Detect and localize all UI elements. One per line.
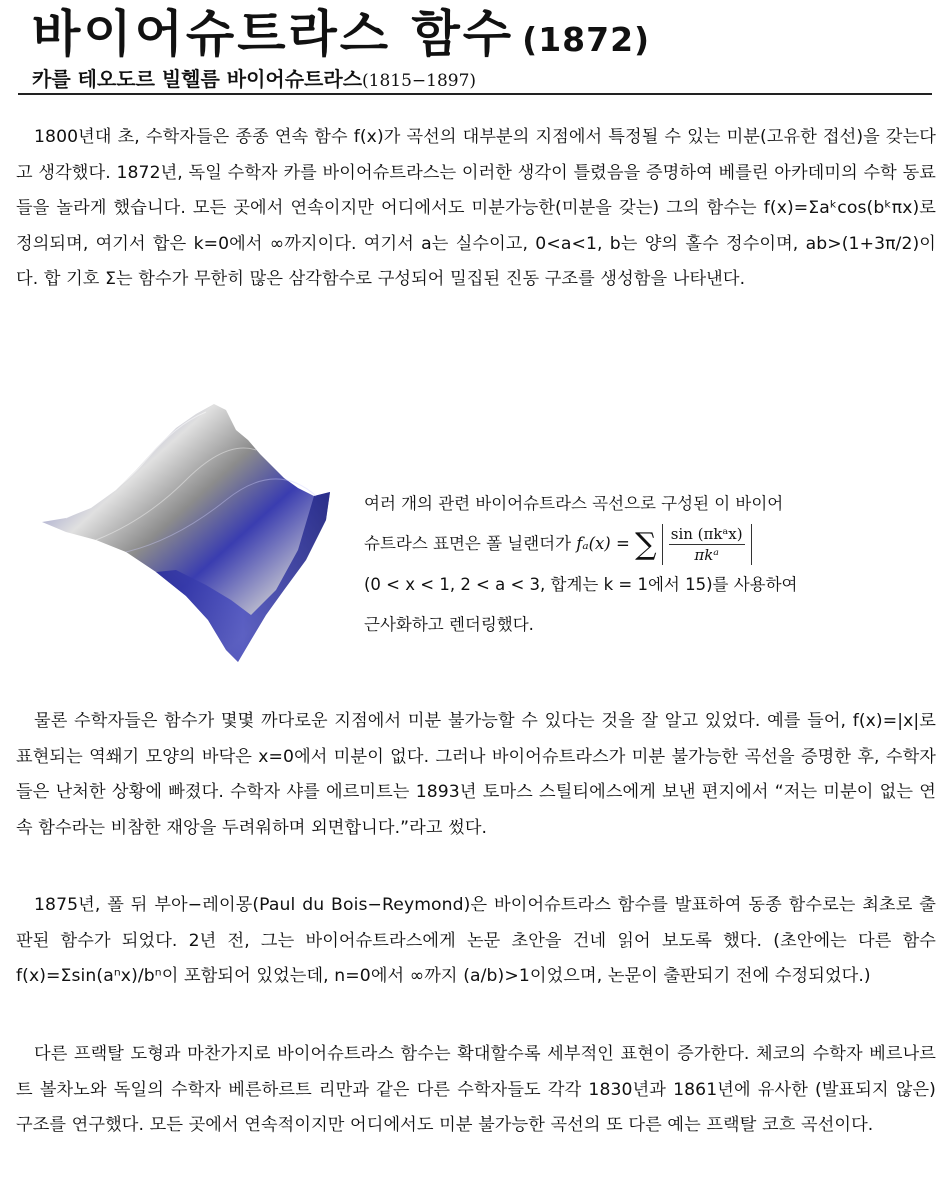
sigma-symbol: ∑: [635, 527, 657, 562]
caption-fraction: [662, 524, 752, 565]
caption-line-1: 여러 개의 관련 바이어슈트라스 곡선으로 구성된 이 바이어: [364, 494, 784, 513]
paragraph-du-bois-reymond: 1875년, 폴 뒤 부아−레이몽(Paul du Bois−Reymond)은 바이어슈트라스 함수를 발표하여 동종 함수로는 최초로 출판된 함수가 되었다. 2년 전, 그는 바이어슈트라스에게 논문 초안을 건네 읽어 보도록 했다. (초안에는 다른 함수 f(x)=Σsin(aⁿx)/bⁿ이 포함되어 있었는데, n=0에서 ∞까지 (a/b)>1이었으며, 논문이 출판되기 전에 수정되었다.): [16, 895, 936, 986]
caption-line-2-text: 슈트라스 표면은 폴 닐랜더가: [364, 534, 572, 553]
subtitle-years: (1815−1897): [362, 71, 477, 91]
page-subtitle: [32, 66, 476, 94]
fraction-denominator: πkᵃ: [694, 546, 719, 564]
paragraph-fractal: 다른 프랙탈 도형과 마찬가지로 바이어슈트라스 함수는 확대할수록 세부적인 표현이 증가한다. 체코의 수학자 베르나르트 볼차노와 독일의 수학자 베른하르트 리만과 같은 다른 수학자들도 각각 1830년과 1861년에 유사한 (발표되지 않은) 구조를 연구했다. 모든 곳에서 연속적이지만 어디에서도 미분 불가능한 곡선의 또 다른 예는 프랙탈 코흐 곡선이다.: [16, 1044, 936, 1135]
caption-line-3: (0 < x < 1, 2 < a < 3, 합계는 k = 1에서 15)를 사용하여: [364, 575, 798, 594]
paragraph-hermite: 물론 수학자들은 함수가 몇몇 까다로운 지점에서 미분 불가능할 수 있다는 것을 잘 알고 있었다. 예를 들어, f(x)=|x|로 표현되는 역쐐기 모양의 바닥은 x=0에서 미분이 없다. 그러나 바이어슈트라스가 미분 불가능한 곡선을 증명한 후, 수학자들은 난처한 상황에 빠졌다. 수학자 샤를 에르미트는 1893년 토마스 스틸티에스에게 보낸 편지에서 “저는 미분이 없는 연속 함수라는 비참한 재앙을 두려워하며 외면합니다.”라고 썼다.: [16, 711, 936, 838]
title-text: 바이어슈트라스 함수: [32, 5, 515, 63]
page-title: [32, 4, 650, 70]
title-year: (1872): [522, 20, 651, 59]
paragraph-intro: 1800년대 초, 수학자들은 종종 연속 함수 f(x)가 곡선의 대부분의 지점에서 특정될 수 있는 미분(고유한 접선)을 갖는다고 생각했다. 1872년, 독일 수학자 카를 바이어슈트라스는 이러한 생각이 틀렸음을 증명하여 베를린 아카데미의 수학 동료들을 놀라게 했습니다. 모든 곳에서 연속이지만 어디에서도 미분가능한(미분을 갖는) 그의 함수는 f(x)=Σaᵏcos(bᵏπx)로 정의되며, 여기서 합은 k=0에서 ∞까지이다. 여기서 a는 실수이고, 0<a<1, b는 양의 홀수 정수이며, ab>(1+3π/2)이다. 합 기호 Σ는 함수가 무한히 많은 삼각함수로 구성되어 밀집된 진동 구조를 생성함을 나타낸다.: [16, 127, 936, 289]
weierstrass-surface-image: [36, 400, 336, 668]
header-divider: [18, 93, 932, 95]
figure-caption: [364, 484, 920, 645]
subtitle-name: 카를 테오도르 빌헬름 바이어슈트라스: [32, 67, 363, 91]
caption-line-2: [364, 524, 920, 565]
caption-formula-lhs: fₐ(x) =: [576, 534, 630, 553]
fraction-numerator: sin (πkᵃx): [670, 525, 743, 543]
caption-line-4: 근사화하고 렌더링했다.: [364, 615, 534, 634]
